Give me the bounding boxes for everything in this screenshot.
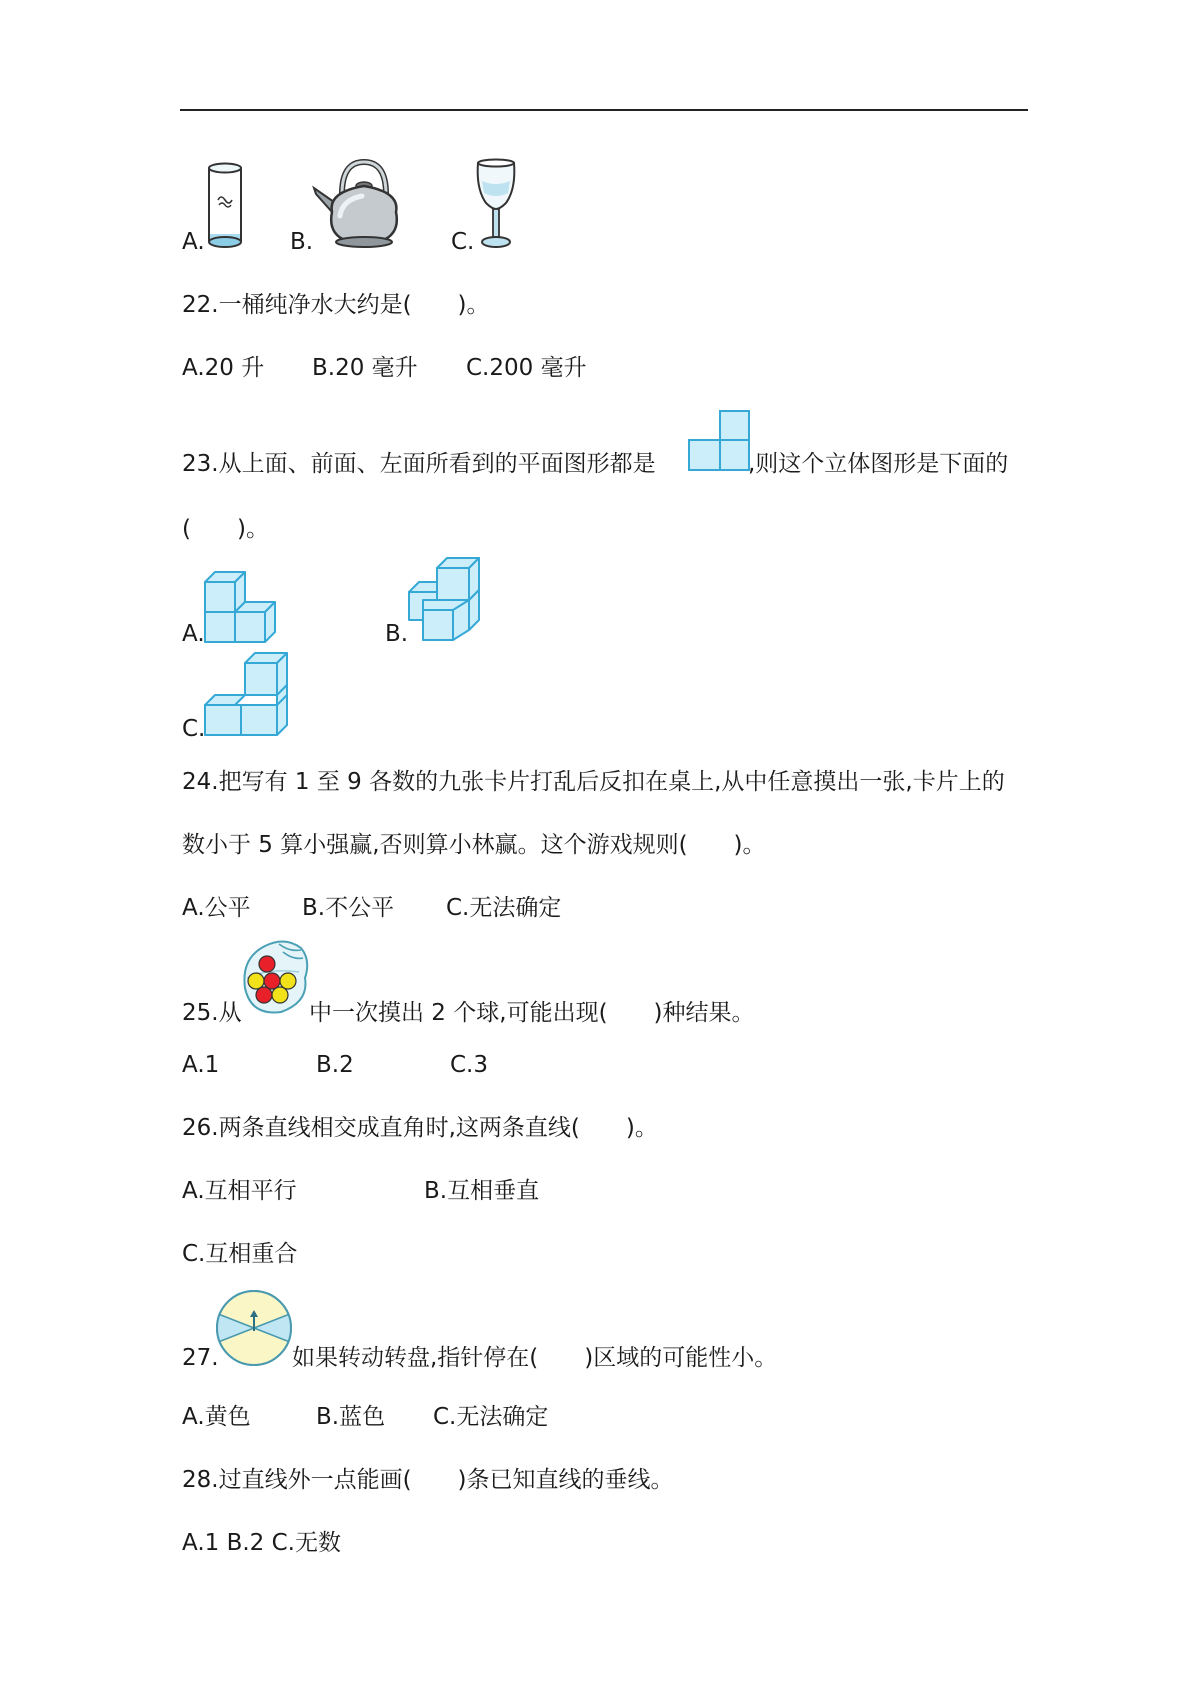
question-23-stem-line2: ( )。 [182, 516, 269, 542]
wine-glass-icon [474, 159, 518, 251]
question-25-stem-continued: 中一次摸出 2 个球,可能出现( )种结果。 [309, 1000, 755, 1026]
option-a[interactable]: A.黄色 [182, 1404, 251, 1430]
option-a[interactable]: A.1 [182, 1052, 220, 1078]
question-27-stem: 如果转动转盘,指针停在( )区域的可能性小。 [292, 1345, 778, 1371]
option-label: B. [385, 621, 409, 647]
question-22-stem: 22.一桶纯净水大约是( )。 [182, 292, 490, 318]
question-23-stem-continued: ,则这个立体图形是下面的 [748, 451, 1009, 477]
option-label: C. [182, 716, 206, 742]
option-c[interactable]: C.200 毫升 [466, 355, 587, 381]
option-c[interactable]: C.互相重合 [182, 1241, 298, 1267]
option-label: C. [451, 229, 475, 255]
page-header-rule [180, 109, 1028, 111]
option-b[interactable]: B.蓝色 [316, 1404, 386, 1430]
ball-bag-icon [239, 938, 311, 1016]
option-c[interactable]: C.无法确定 [446, 895, 562, 921]
cube-stack-a-icon[interactable] [203, 566, 293, 642]
option-b[interactable]: B.20 毫升 [312, 355, 418, 381]
kettle-icon [312, 156, 408, 252]
option-a[interactable]: A.20 升 [182, 355, 265, 381]
question-24-stem-line2: 数小于 5 算小强赢,否则算小林赢。这个游戏规则( )。 [182, 832, 766, 858]
option-b[interactable]: B.2 [316, 1052, 354, 1078]
question-28-options: A.1 B.2 C.无数 [182, 1530, 341, 1556]
option-a[interactable]: A.公平 [182, 895, 251, 921]
option-label: A. [182, 229, 205, 255]
option-b[interactable]: B.不公平 [302, 895, 395, 921]
glass-cylinder-icon [205, 160, 245, 252]
three-square-view-icon [688, 410, 750, 472]
question-26-stem: 26.两条直线相交成直角时,这两条直线( )。 [182, 1115, 658, 1141]
option-a[interactable]: A.互相平行 [182, 1178, 297, 1204]
question-28-stem: 28.过直线外一点能画( )条已知直线的垂线。 [182, 1467, 674, 1493]
question-24-stem-line1: 24.把写有 1 至 9 各数的九张卡片打乱后反扣在桌上,从中任意摸出一张,卡片上的 [182, 769, 1005, 795]
question-25-stem: 25.从 [182, 1000, 242, 1026]
spinner-wheel-icon [215, 1289, 293, 1367]
option-b[interactable]: B.互相垂直 [424, 1178, 540, 1204]
cube-stack-c-icon[interactable] [203, 651, 293, 737]
option-label: B. [290, 229, 314, 255]
question-23-stem: 23.从上面、前面、左面所看到的平面图形都是 [182, 451, 656, 477]
option-label: A. [182, 621, 205, 647]
question-27-number: 27. [182, 1345, 219, 1371]
cube-stack-b-icon[interactable] [407, 556, 481, 642]
option-c[interactable]: C.无法确定 [433, 1404, 549, 1430]
option-c[interactable]: C.3 [450, 1052, 489, 1078]
